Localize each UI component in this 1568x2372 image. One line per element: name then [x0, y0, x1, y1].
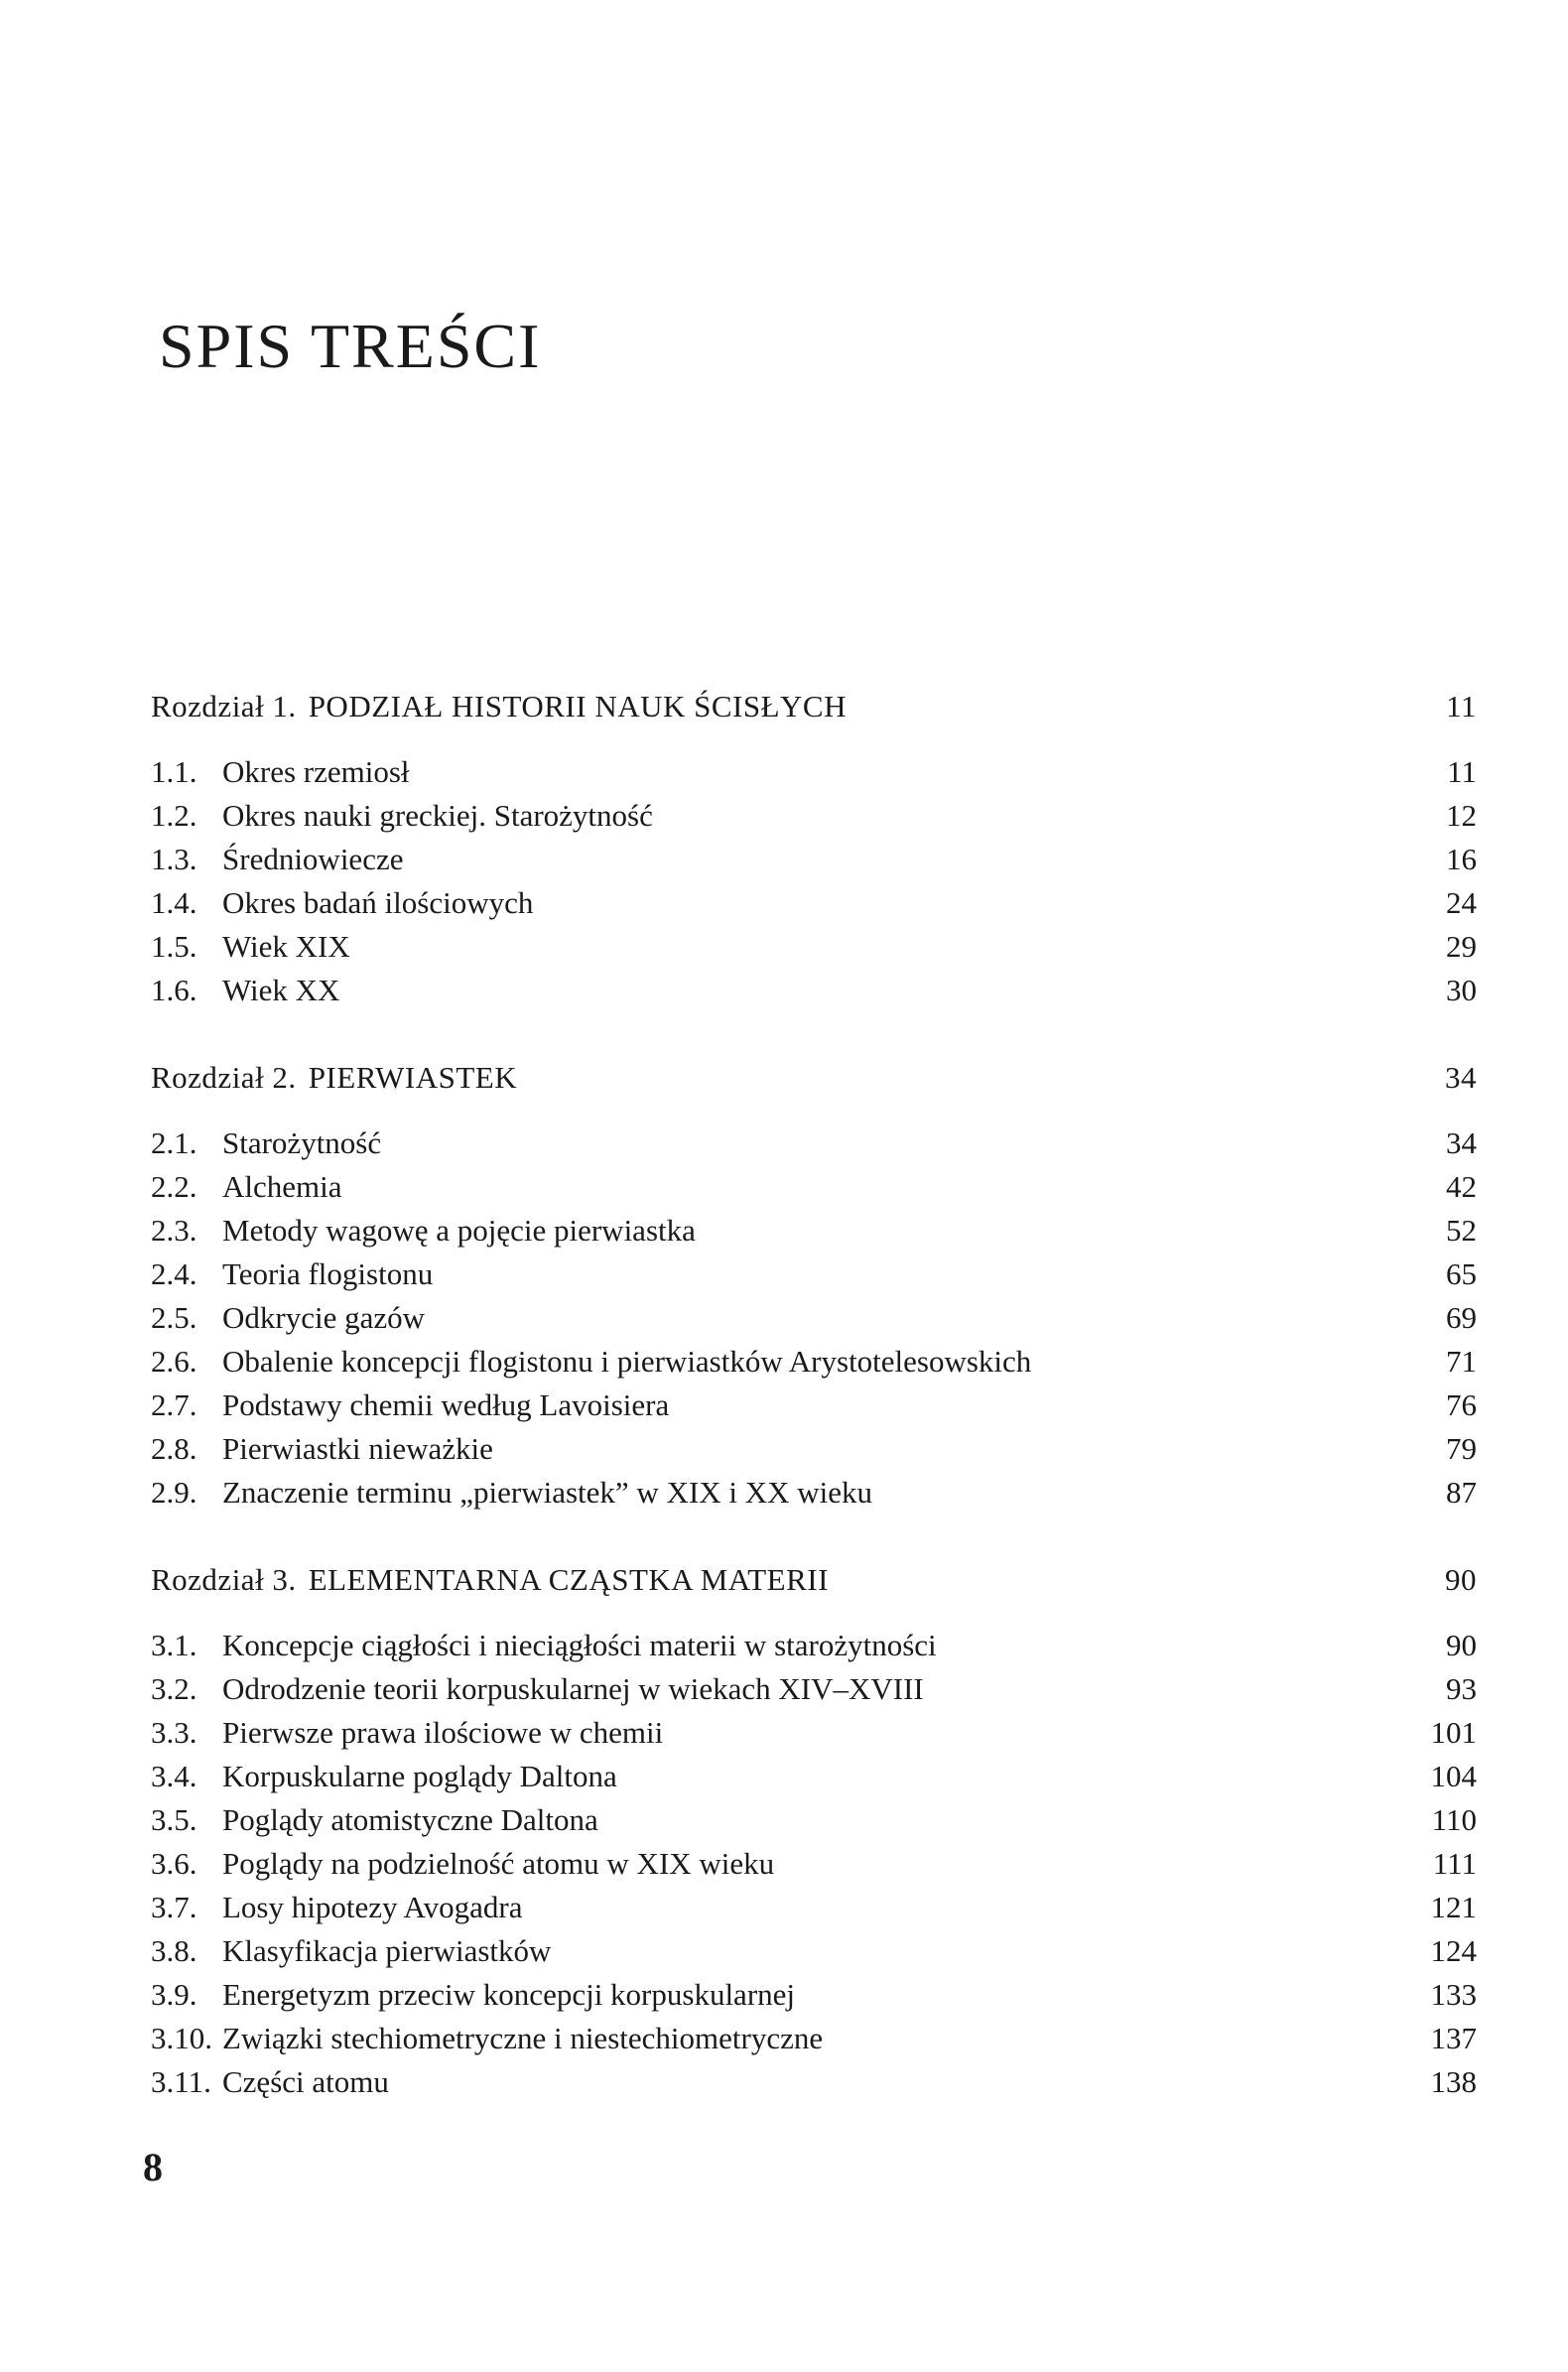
- chapter-title: PODZIAŁ HISTORII NAUK ŚCISŁYCH: [308, 689, 847, 724]
- section-page: 133: [1430, 1977, 1477, 2012]
- chapter-heading[interactable]: [151, 685, 1477, 728]
- section-page: 104: [1430, 1759, 1477, 1793]
- chapter-heading[interactable]: [151, 1558, 1477, 1602]
- section-number: 3.11.: [151, 2064, 211, 2099]
- section-title: Poglądy na podzielność atomu w XIX wieku: [222, 1846, 775, 1881]
- section-page: 11: [1447, 754, 1477, 789]
- toc-entry[interactable]: [151, 1471, 1477, 1515]
- section-title: Klasyfikacja pierwiastków: [222, 1933, 552, 1968]
- toc-entry[interactable]: [151, 881, 1477, 925]
- section-title: Metody wagowę a pojęcie pierwiastka: [222, 1213, 696, 1248]
- section-number: 3.1.: [151, 1628, 197, 1662]
- chapter-label: Rozdział 1.: [151, 689, 297, 724]
- section-title: Okres badań ilościowych: [222, 885, 534, 920]
- toc-entry[interactable]: [151, 1121, 1477, 1165]
- section-number: 3.9.: [151, 1977, 197, 2012]
- section-page: 30: [1446, 973, 1477, 1007]
- section-page: 138: [1430, 2064, 1477, 2099]
- section-page: 76: [1446, 1387, 1477, 1422]
- section-page: 87: [1446, 1475, 1477, 1510]
- section-page: 71: [1446, 1344, 1477, 1379]
- toc-entry[interactable]: [151, 838, 1477, 881]
- section-title: Obalenie koncepcji flogistonu i pierwiastków Arystotelesowskich: [222, 1344, 1032, 1379]
- section-number: 3.7.: [151, 1890, 197, 1924]
- toc-entry[interactable]: [151, 1711, 1477, 1755]
- toc-entry[interactable]: [151, 1624, 1477, 1667]
- toc-entry[interactable]: [151, 1798, 1477, 1842]
- section-page: 34: [1446, 1125, 1477, 1160]
- toc-entry[interactable]: [151, 1842, 1477, 1886]
- section-number: 3.4.: [151, 1759, 197, 1793]
- toc-entry[interactable]: [151, 1427, 1477, 1471]
- section-title: Pierwiastki nieważkie: [222, 1431, 493, 1466]
- chapter-title: PIERWIASTEK: [308, 1060, 518, 1095]
- section-number: 2.9.: [151, 1475, 197, 1510]
- section-page: 69: [1446, 1300, 1477, 1335]
- section-number: 3.2.: [151, 1671, 197, 1706]
- section-number: 1.2.: [151, 798, 197, 833]
- toc-entry[interactable]: [151, 1296, 1477, 1340]
- section-title: Koncepcje ciągłości i nieciągłości materii w starożytności: [222, 1628, 937, 1662]
- section-number: 3.5.: [151, 1802, 197, 1837]
- section-number: 1.3.: [151, 842, 197, 876]
- section-page: 79: [1446, 1431, 1477, 1466]
- page-title: SPIS TREŚCI: [159, 311, 542, 381]
- section-page: 137: [1430, 2021, 1477, 2055]
- chapter-title: ELEMENTARNA CZĄSTKA MATERII: [308, 1562, 829, 1597]
- section-number: 3.10.: [151, 2021, 212, 2055]
- table-of-contents: [151, 685, 1477, 2148]
- section-page: 124: [1430, 1933, 1477, 1968]
- toc-entry[interactable]: [151, 1384, 1477, 1427]
- section-number: 3.3.: [151, 1715, 197, 1750]
- toc-entry[interactable]: [151, 1667, 1477, 1711]
- section-page: 90: [1446, 1628, 1477, 1662]
- section-number: 2.3.: [151, 1213, 197, 1248]
- section-page: 110: [1431, 1802, 1477, 1837]
- section-page: 16: [1446, 842, 1477, 876]
- toc-entry[interactable]: [151, 2060, 1477, 2104]
- chapter-page: 90: [1445, 1562, 1477, 1597]
- section-title: Pierwsze prawa ilościowe w chemii: [222, 1715, 664, 1750]
- toc-entry[interactable]: [151, 794, 1477, 838]
- section-number: 1.4.: [151, 885, 197, 920]
- section-number: 1.1.: [151, 754, 197, 789]
- section-number: 2.4.: [151, 1256, 197, 1291]
- section-title: Średniowiecze: [222, 842, 404, 876]
- chapter-1: [151, 685, 1477, 1012]
- section-number: 2.6.: [151, 1344, 197, 1379]
- page-number: 8: [143, 2145, 163, 2189]
- chapter-label: Rozdział 2.: [151, 1060, 297, 1095]
- section-title: Związki stechiometryczne i niestechiometryczne: [222, 2021, 824, 2055]
- section-title: Okres nauki greckiej. Starożytność: [222, 798, 653, 833]
- section-page: 93: [1446, 1671, 1477, 1706]
- chapter-3: [151, 1558, 1477, 2104]
- section-title: Teoria flogistonu: [222, 1256, 434, 1291]
- toc-entry[interactable]: [151, 969, 1477, 1012]
- toc-entry[interactable]: [151, 1209, 1477, 1252]
- section-page: 101: [1430, 1715, 1477, 1750]
- section-page: 52: [1446, 1213, 1477, 1248]
- section-title: Okres rzemiosł: [222, 754, 410, 789]
- section-title: Części atomu: [222, 2064, 389, 2099]
- chapter-2: [151, 1056, 1477, 1515]
- section-title: Wiek XIX: [222, 929, 350, 964]
- toc-entry[interactable]: [151, 1252, 1477, 1296]
- section-page: 65: [1446, 1256, 1477, 1291]
- section-title: Podstawy chemii według Lavoisiera: [222, 1387, 670, 1422]
- section-number: 3.8.: [151, 1933, 197, 1968]
- chapter-page: 34: [1445, 1060, 1477, 1095]
- section-title: Odrodzenie teorii korpuskularnej w wiekach XIV–XVIII: [222, 1671, 924, 1706]
- section-page: 121: [1430, 1890, 1477, 1924]
- section-title: Odkrycie gazów: [222, 1300, 425, 1335]
- section-title: Losy hipotezy Avogadra: [222, 1890, 523, 1924]
- section-title: Znaczenie terminu „pierwiastek” w XIX i XX wieku: [222, 1475, 873, 1510]
- section-number: 2.7.: [151, 1387, 197, 1422]
- chapter-page: 11: [1446, 689, 1477, 724]
- toc-entry[interactable]: [151, 750, 1477, 794]
- section-page: 111: [1432, 1846, 1477, 1881]
- section-number: 1.6.: [151, 973, 197, 1007]
- toc-entry[interactable]: [151, 2017, 1477, 2060]
- toc-entry[interactable]: [151, 1755, 1477, 1798]
- section-page: 29: [1446, 929, 1477, 964]
- section-title: Alchemia: [222, 1169, 342, 1204]
- toc-entry[interactable]: [151, 1165, 1477, 1209]
- chapter-label: Rozdział 3.: [151, 1562, 297, 1597]
- section-page: 42: [1446, 1169, 1477, 1204]
- toc-entry[interactable]: [151, 925, 1477, 969]
- toc-entry[interactable]: [151, 1929, 1477, 1973]
- section-number: 3.6.: [151, 1846, 197, 1881]
- chapter-heading[interactable]: [151, 1056, 1477, 1100]
- section-number: 2.5.: [151, 1300, 197, 1335]
- section-page: 24: [1446, 885, 1477, 920]
- section-title: Poglądy atomistyczne Daltona: [222, 1802, 598, 1837]
- section-number: 2.2.: [151, 1169, 197, 1204]
- section-number: 2.8.: [151, 1431, 197, 1466]
- section-number: 2.1.: [151, 1125, 197, 1160]
- section-title: Korpuskularne poglądy Daltona: [222, 1759, 617, 1793]
- toc-entry[interactable]: [151, 1973, 1477, 2017]
- toc-entry[interactable]: [151, 1886, 1477, 1929]
- section-title: Wiek XX: [222, 973, 340, 1007]
- section-number: 1.5.: [151, 929, 197, 964]
- section-title: Starożytność: [222, 1125, 382, 1160]
- toc-entry[interactable]: [151, 1340, 1477, 1384]
- section-title: Energetyzm przeciw koncepcji korpuskularnej: [222, 1977, 796, 2012]
- section-page: 12: [1446, 798, 1477, 833]
